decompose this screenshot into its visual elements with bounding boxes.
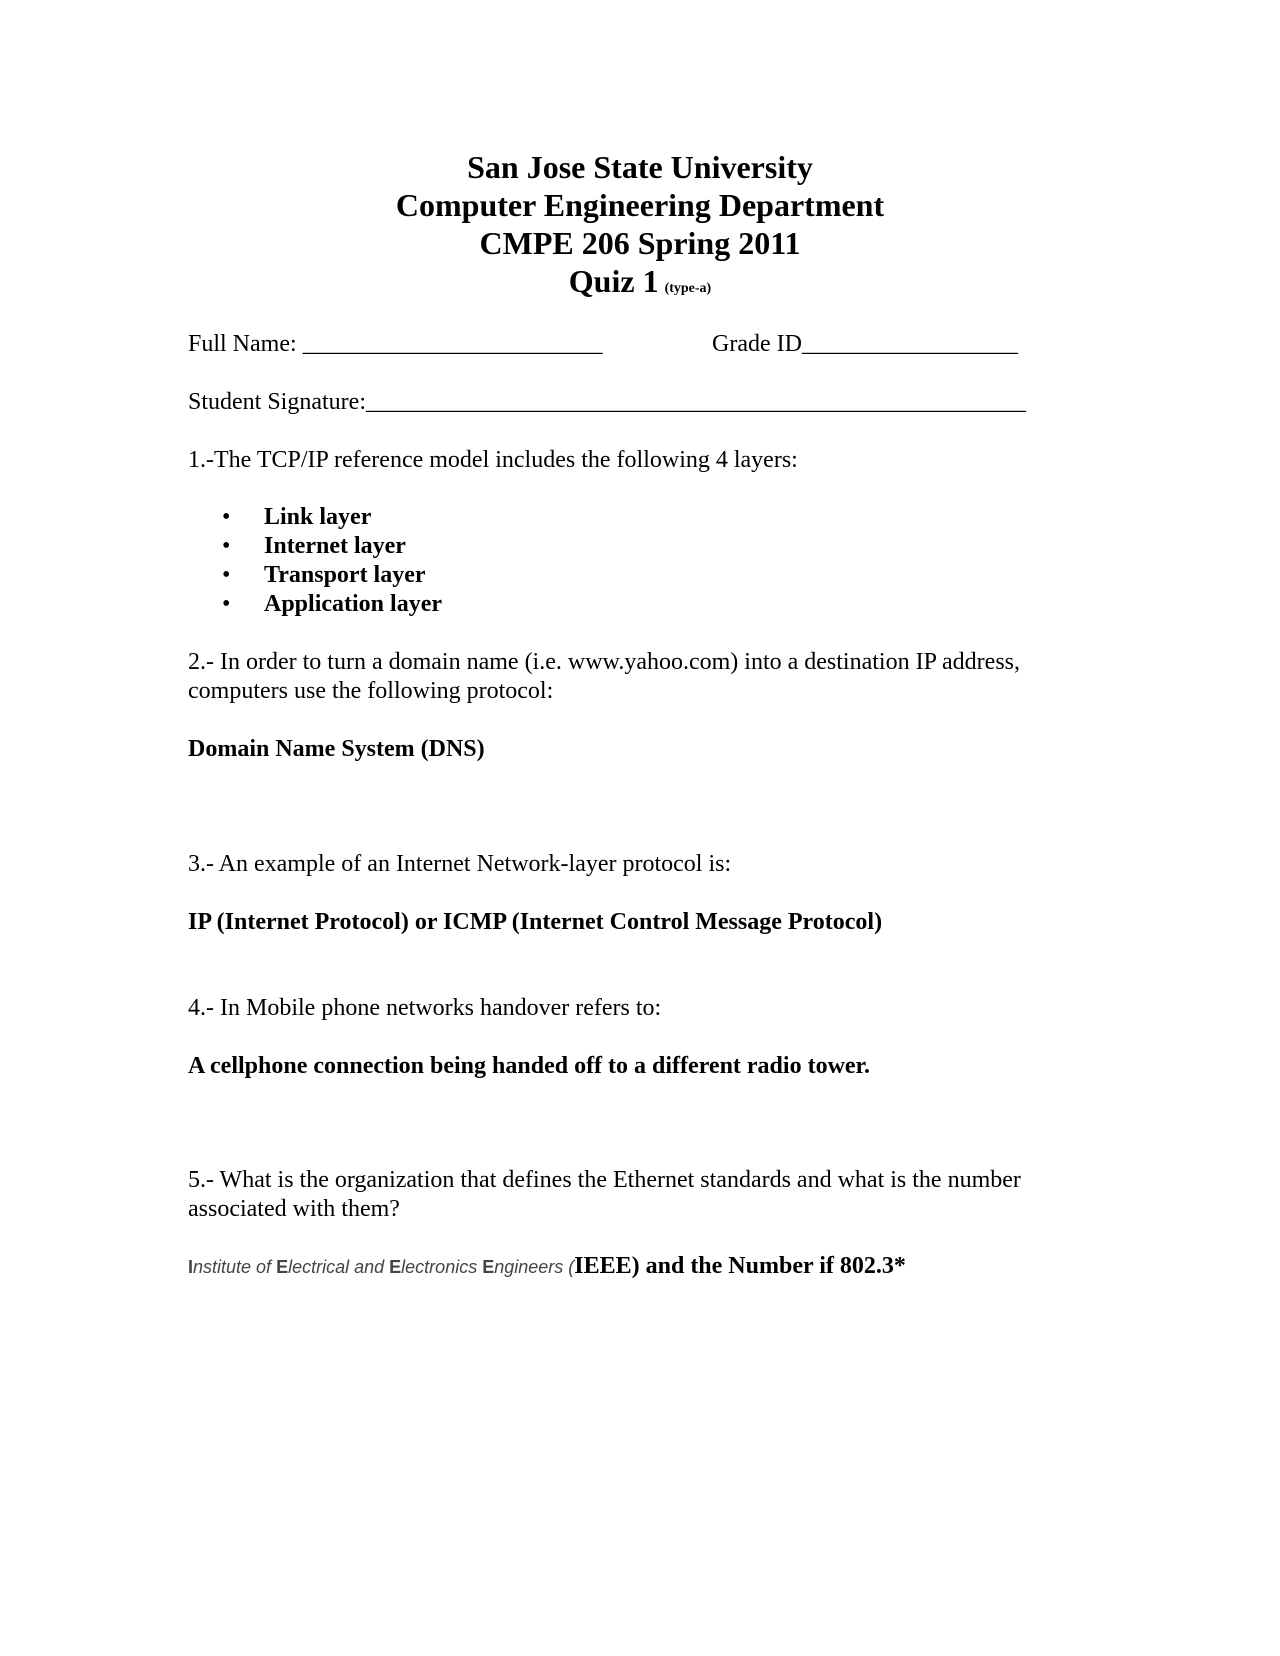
layer-label: Transport layer (264, 562, 426, 588)
list-item (222, 590, 442, 619)
department-name: Computer Engineering Department (395, 187, 885, 223)
answer-5-part: nstitute of (193, 1257, 277, 1277)
full-name-field[interactable]: Full Name: _________________________ (188, 331, 603, 357)
signature-field[interactable]: Student Signature:_______________________________________________________ (188, 389, 1026, 415)
layer-list (222, 503, 442, 619)
layer-label: Internet layer (264, 533, 406, 559)
question-4: 4.- In Mobile phone networks handover refers to: (188, 995, 662, 1021)
document-header (0, 148, 1280, 308)
quiz-title-line (0, 262, 1280, 308)
layer-label: Application layer (264, 591, 442, 617)
answer-5-part: lectronics (401, 1257, 483, 1277)
question-2: 2.- In order to turn a domain name (i.e. www.yahoo.com) into a destination IP address, computers use the following protocol: (188, 649, 1021, 704)
bullet-icon: • (222, 533, 231, 559)
university-name: San Jose State University (467, 149, 813, 185)
grade-id-field[interactable]: Grade ID__________________ (712, 331, 1018, 357)
list-item (222, 561, 442, 590)
answer-5 (188, 1252, 906, 1282)
answer-5-part: I (188, 1257, 194, 1277)
answer-2: Domain Name System (DNS) (188, 736, 485, 762)
answer-4: A cellphone connection being handed off to a different radio tower. (188, 1053, 870, 1079)
answer-5-part: E (276, 1257, 289, 1277)
bullet-icon: • (222, 504, 231, 530)
course-title: CMPE 206 Spring 2011 (479, 225, 801, 261)
list-item (222, 532, 442, 561)
question-3: 3.- An example of an Internet Network-layer protocol is: (188, 851, 732, 877)
answer-5-part: E (389, 1257, 402, 1277)
quiz-type: (type-a) (664, 281, 712, 296)
layer-label: Link layer (264, 504, 372, 530)
question-1: 1.-The TCP/IP reference model includes the following 4 layers: (188, 447, 798, 473)
question-5: 5.- What is the organization that defines the Ethernet standards and what is the number associated with them? (188, 1167, 1021, 1222)
bullet-icon: • (222, 562, 231, 588)
answer-5-part: E (482, 1257, 495, 1277)
answer-3: IP (Internet Protocol) or ICMP (Internet Control Message Protocol) (188, 909, 883, 935)
quiz-title: Quiz 1 (568, 263, 659, 299)
list-item (222, 503, 442, 532)
answer-5-part: ngineers ( (494, 1257, 575, 1277)
answer-5-part: lectrical and (288, 1257, 390, 1277)
bullet-icon: • (222, 591, 231, 617)
answer-5-part: IEEE) and the Number if 802.3* (574, 1253, 906, 1279)
